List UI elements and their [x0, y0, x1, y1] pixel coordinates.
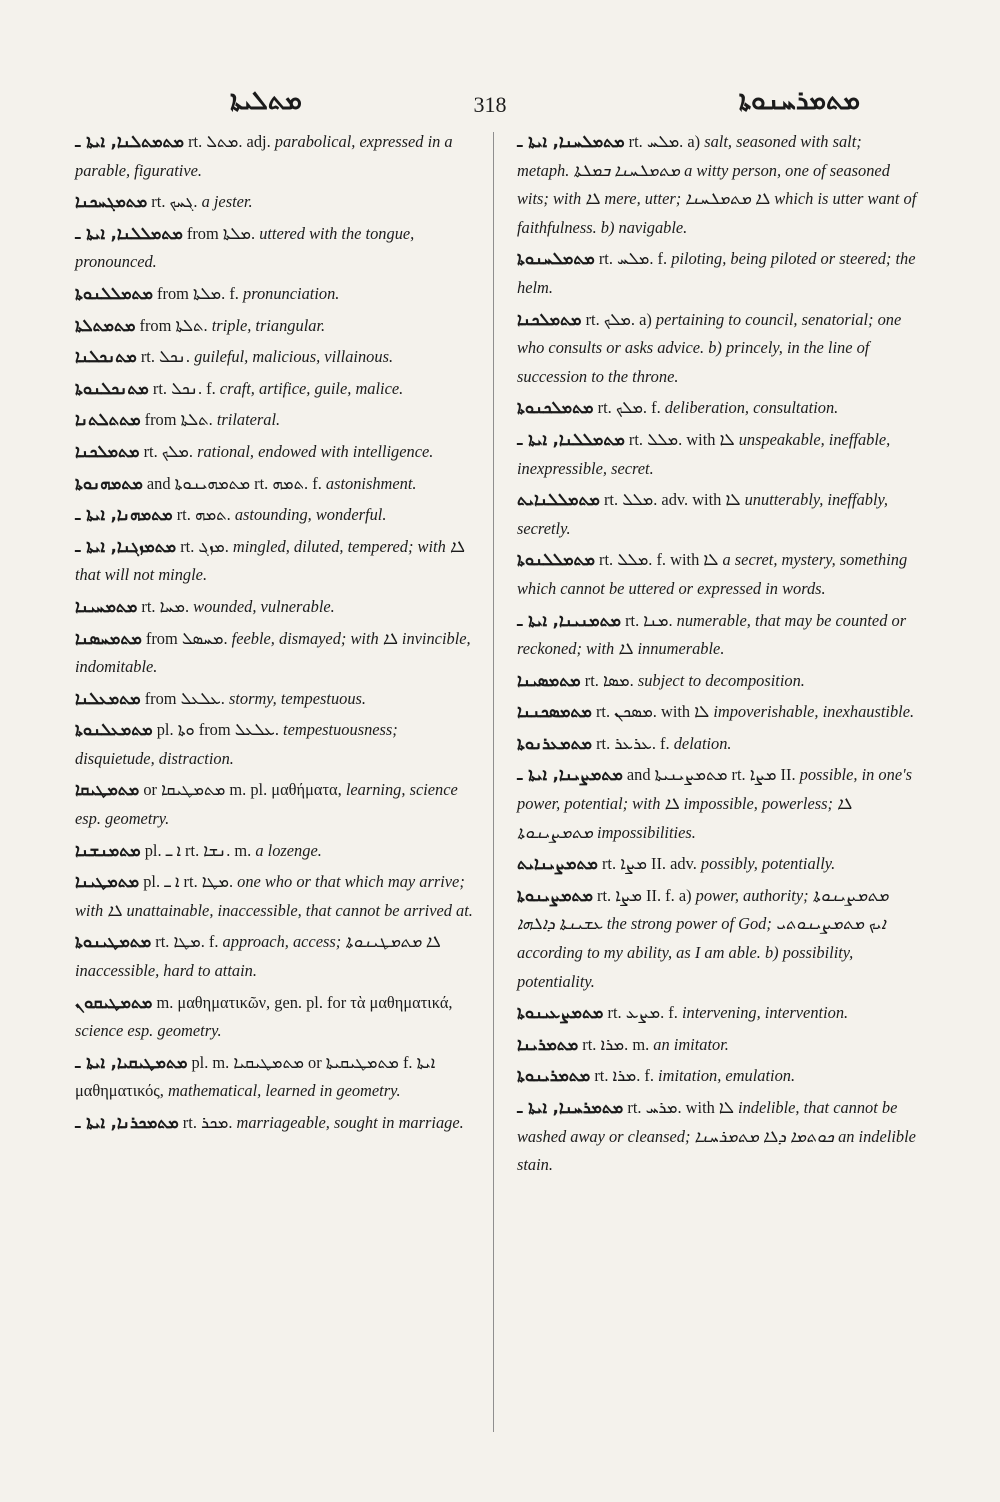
entry-grammar: from ܬܠܬܐ. [135, 315, 212, 335]
entry-grammar: from ܡܠܬܐ. [182, 223, 260, 243]
entry-grammar: from ܥܠܥܠ. [140, 688, 229, 708]
entry-headword: ܡܬܡܪܝܢܘܬܐ [517, 1066, 591, 1086]
dictionary-entry [517, 761, 917, 847]
entry-grammar: from ܡܚܣܠ. [141, 628, 232, 648]
entry-headword: ܡܬܡܠܚܢܘܬܐ [517, 249, 595, 269]
entry-headword: ܡܬܡܛܝܩܐ [75, 780, 140, 800]
entry-grammar: rt. ܡܨܥ. f. [603, 1003, 682, 1023]
entry-headword: ܡܬܡܛܝܩܘܢ [75, 992, 153, 1012]
entry-definition: subject to decomposition. [637, 670, 805, 690]
entry-grammar: rt. ܡܛܐ. f. [151, 932, 223, 952]
entry-headword: ܡܬܡܛܝܢܘܬܐ [75, 932, 152, 952]
entry-headword: ܡܬܡܛܝܢܐ [75, 872, 140, 892]
entry-definition: power, authority; ܡܬܡܨܝܢܘܬܐ ܥܫܝܢܬܐ ܕܐܠܗܐ the strong power of God; ܐܝܟ ܡܬܡܨܝܢܘܬܝ according to my ability, as I am able. b) possibility, potentiality. [517, 885, 889, 991]
entry-definition: science esp. geometry. [75, 1021, 222, 1041]
entry-definition: wounded, vulnerable. [193, 596, 335, 616]
entry-headword: ܡܬܡܥܠܢܐ [75, 688, 141, 708]
entry-definition: approach, access; ܠܐ ܡܬܡܛܝܢܘܬܐ inaccessible, hard to attain. [75, 932, 441, 981]
entry-headword: ܡܬܡܠܟܢܐ [75, 441, 140, 461]
entry-grammar: rt. ܡܠܟ. a) [581, 309, 656, 329]
dictionary-entry [75, 220, 475, 277]
entry-definition: impoverishable, inexhaustible. [713, 702, 915, 722]
entry-headword: ܡܬܡܠܠܢܘܬܐ [517, 550, 595, 570]
entry-definition: numerable, that may be counted or reckoned; with ܠܐ innumerable. [517, 610, 907, 659]
dictionary-entry [517, 128, 917, 242]
dictionary-entry [517, 667, 917, 696]
entry-headword: ܡܬܡܠܚܢܐ, ܐܝܬܐ ـ [517, 132, 625, 151]
dictionary-entry [75, 593, 475, 622]
entry-headword: ܡܬܡܠܠܢܐ, ܐܝܬܐ ـ [517, 429, 625, 449]
entry-grammar: rt. ܡܟܪ. [178, 1113, 237, 1132]
entry-headword: ܡܬܡܟܪܢܐ, ܐܝܬܐ ـ [75, 1113, 179, 1132]
entry-headword: ܡܬܢܟܠܢܘܬܐ [75, 378, 149, 398]
entry-grammar: rt. ܡܢܐ. [620, 610, 677, 630]
entry-headword: ܡܬܡܨܝܢܘܬܐ [517, 885, 593, 905]
entry-headword: ܡܬܡܬܠܢܐ, ܐܝܬܐ ـ [75, 132, 184, 151]
dictionary-entry [75, 1049, 475, 1106]
dictionary-entry [517, 306, 917, 392]
dictionary-entry [517, 1062, 917, 1091]
dictionary-entry [75, 188, 475, 217]
entry-headword: ܡܬܡܗܢܐ, ܐܝܬܐ ـ [75, 505, 173, 525]
entry-definition: marriageable, sought in marriage. [236, 1113, 464, 1132]
dictionary-entry [75, 716, 475, 773]
entry-headword: ܡܬܡܚܣܢܐ [75, 628, 142, 648]
dictionary-entry [75, 868, 475, 925]
entry-headword: ܡܬܡܬܠܬܐ [75, 315, 136, 335]
dictionary-entry [75, 280, 475, 309]
entry-definition: craft, artifice, guile, malice. [219, 378, 404, 398]
dictionary-entry [517, 882, 917, 996]
entry-headword: ܡܬܡܥܪܢܘܬܐ [517, 733, 592, 753]
dictionary-entry [517, 698, 917, 727]
entry-grammar: m. μαθηματικῶν, gen. pl. for τὰ μαθηματικά, [152, 992, 453, 1012]
entry-headword: ܡܬܡܙܓܢܐ, ܐܝܬܐ ـ [75, 536, 177, 556]
entry-grammar: rt. ܡܙܓ. [176, 536, 233, 556]
entry-grammar: rt. ܢܟܠ. f. [148, 378, 220, 398]
entry-grammar: rt. ܡܬܠ. adj. [183, 132, 275, 151]
entry-grammar: rt. ܡܠܚ. a) [624, 132, 705, 151]
page-header [200, 86, 880, 126]
entry-definition: indelible, that cannot be washed away or cleansed; ܟܘܬܡܐ ܕܠܐ ܡܬܡܪܚܢܐ an indelible stain. [517, 1098, 916, 1175]
entry-headword: ܡܬܡܓܚܟܢܐ [75, 192, 148, 212]
dictionary-entry [75, 128, 475, 185]
dictionary-entry [75, 375, 475, 404]
entry-grammar: or ܡܬܡܛܝܩܐ m. pl. μαθήματα, [139, 780, 346, 800]
entry-definition: parabolical, expressed in a parable, figurative. [75, 132, 453, 180]
dictionary-entry [517, 607, 917, 664]
entry-grammar: rt. ܢܟܠ. [136, 347, 195, 367]
entry-headword: ܡܬܡܛܝܩܝܐ, ܐܝܬܐ ـ [75, 1052, 188, 1072]
entry-headword: ܡܬܡܪܝܢܐ [517, 1034, 579, 1054]
entry-grammar: rt. ܡܪܐ. m. [578, 1034, 654, 1054]
dictionary-entry [517, 730, 917, 759]
entry-definition: learning, science esp. geometry. [75, 780, 458, 829]
dictionary-entry [75, 837, 475, 866]
dictionary-entry [75, 928, 475, 985]
dictionary-entry [75, 438, 475, 467]
entry-grammar: rt. ܡܠܟ. [139, 441, 198, 461]
entry-definition: rational, endowed with intelligence. [197, 441, 434, 461]
dictionary-entry [517, 486, 917, 543]
dictionary-entry [75, 1109, 475, 1138]
entry-headword: ܡܬܡܥܠܢܘܬܐ [75, 720, 153, 740]
entry-definition: a jester. [201, 192, 253, 212]
entry-headword: ܡܬܡܣܟܢܢܐ [517, 702, 592, 722]
entry-grammar: pl. ܘܬܐ from ܥܠܥܠ. [152, 720, 284, 740]
entry-grammar: from ܬܠܬܐ. [140, 410, 217, 430]
entry-definition: delation. [673, 733, 732, 753]
entry-definition: a secret, mystery, something which cannot be uttered or expressed in words. [517, 550, 908, 598]
dictionary-entry [75, 312, 475, 341]
entry-definition: triple, triangular. [211, 315, 326, 335]
entry-definition: possibly, potentially. [700, 854, 836, 874]
entry-headword: ܡܬܡܨܝܢܐ, ܐܝܬܐ ـ [517, 765, 623, 785]
entry-definition: astounding, wonderful. [234, 505, 387, 525]
entry-headword: ܡܬܡܠܠܢܘܬܐ [75, 283, 153, 303]
entry-definition: guileful, malicious, villainous. [194, 347, 394, 367]
entry-grammar: rt. ܡܠܠ. adv. with ܠܐ [599, 490, 745, 510]
entry-definition: unutterably, ineffably, secretly. [517, 490, 888, 538]
column-divider [493, 132, 494, 1432]
entry-headword: ܡܬܡܣܝܢܐ [517, 670, 581, 690]
entry-headword: ܡܬܡܨܥܝܢܘܬܐ [517, 1003, 604, 1023]
dictionary-entry [75, 501, 475, 530]
entry-definition: possible, in one's power, potential; with ܠܐ impossible, powerless; ܠܐ ܡܬܡܨܝܢܘܬܐ impossibilities. [517, 765, 912, 842]
entry-grammar: pl. ܐ ـ rt. ܡܛܐ. [139, 872, 238, 892]
dictionary-entry [517, 426, 917, 483]
dictionary-entry [75, 406, 475, 435]
entry-definition: intervening, intervention. [681, 1003, 849, 1023]
entry-definition: one who or that which may arrive; with ܠܐ unattainable, inaccessible, that cannot be arrived at. [75, 872, 473, 920]
dictionary-entry [75, 470, 475, 499]
entry-grammar: rt. ܡܣܐ. [580, 670, 638, 690]
entry-definition: mathematical, learned in geometry. [167, 1081, 401, 1101]
right-column [517, 128, 917, 1183]
dictionary-entry [75, 685, 475, 714]
entry-grammar: and ܡܬܡܗܝܢܘܬܐ rt. ܬܡܗ. f. [142, 473, 326, 493]
entry-headword: ܡܬܡܠܠܢܐܝܬ [517, 490, 600, 510]
entry-definition: astonishment. [325, 473, 417, 493]
dictionary-entry [75, 533, 475, 590]
dictionary-entry [517, 546, 917, 603]
dictionary-entry [75, 625, 475, 682]
entry-definition: imitation, emulation. [658, 1066, 796, 1086]
entry-grammar: rt. ܡܪܚ. with ܠܐ [623, 1098, 739, 1117]
dictionary-entry [75, 343, 475, 372]
entry-headword: ܡܬܡܢܝܢܐ, ܐܝܬܐ ـ [517, 610, 621, 630]
entry-definition: piloting, being piloted or steered; the helm. [517, 249, 916, 297]
entry-definition: salt, seasoned with salt; metaph. ܡܬܡܠܚܢܐ ܒܡܠܬܐ a witty person, one of seasoned wits; with ܠܐ mere, utter; ܠܐ ܡܬܡܠܚܢܐ which is utter want of faithfulness. b) navigable. [517, 132, 917, 237]
dictionary-entry [517, 1094, 917, 1180]
entry-definition: tempestuousness; disquietude, distraction. [75, 720, 398, 768]
entry-definition: an imitator. [653, 1034, 729, 1054]
entry-headword: ܡܬܡܨܝܢܐܝܬ [517, 854, 598, 874]
page-number: 318 [473, 92, 507, 117]
entry-definition: unspeakable, ineffable, inexpressible, secret. [517, 429, 891, 478]
dictionary-entry [75, 776, 475, 833]
dictionary-entry [75, 989, 475, 1046]
entry-grammar: rt. ܡܚܐ. [137, 596, 194, 616]
entry-grammar: rt. ܡܨܐ II. f. a) [592, 885, 696, 905]
entry-headword: ܡܬܡܚܝܢܐ [75, 596, 138, 616]
dictionary-entry [517, 1031, 917, 1060]
entry-grammar: and ܡܬܡܨܝܢܝܬܐ rt. ܡܨܐ II. [622, 765, 800, 785]
entry-headword: ܡܬܬܠܬܢܐ [75, 410, 141, 430]
entry-headword: ܡܬܡܠܟܢܐ [517, 309, 582, 329]
entry-grammar: rt. ܡܠܟ. f. [593, 398, 665, 418]
entry-grammar: rt. ܡܪܐ. f. [590, 1066, 659, 1086]
entry-grammar: rt. ܡܠܚ. f. [594, 249, 672, 269]
entry-grammar: rt. ܡܨܐ II. adv. [597, 854, 701, 874]
dictionary-entry [517, 850, 917, 879]
dictionary-entry [517, 999, 917, 1028]
entry-definition: mingled, diluted, tempered; with ܠܐ that will not mingle. [75, 536, 465, 585]
entry-definition: trilateral. [216, 410, 281, 430]
entry-definition: uttered with the tongue, pronounced. [75, 223, 415, 272]
entry-grammar: pl. ܐ ـ rt. ܢܫܐ. m. [140, 840, 256, 860]
entry-headword: ܡܬܡܠܟܢܘܬܐ [517, 398, 594, 418]
entry-grammar: rt. ܡܠܠ. with ܠܐ [624, 429, 739, 449]
left-running-headword: ܡܬܠܝܬܐ [230, 86, 302, 116]
entry-grammar: rt. ܡܣܟܢ. with ܠܐ [591, 702, 714, 722]
dictionary-entry [517, 394, 917, 423]
entry-grammar: rt. ܡܠܠ. f. with ܠܐ [594, 550, 723, 570]
entry-definition: a lozenge. [255, 840, 322, 860]
entry-grammar: rt. ܥܪܥܪ. f. [592, 733, 674, 753]
entry-headword: ܡܬܢܟܠܢܐ [75, 347, 137, 367]
entry-definition: stormy, tempestuous. [228, 688, 367, 708]
entry-grammar: rt. ܬܡܗ. [172, 505, 235, 525]
entry-definition: pertaining to council, senatorial; one who consults or asks advice. b) princely, in the line of succession to the throne. [517, 309, 902, 386]
right-running-headword: ܡܬܡܪܚܢܘܬܐ [738, 86, 860, 116]
entry-definition: deliberation, consultation. [664, 398, 839, 418]
entry-headword: ܡܬܡܠܠܢܐ, ܐܝܬܐ ـ [75, 223, 183, 243]
entry-grammar: pl. m. ܡܬܡܛܝܩܝܐ or ܡܬܡܛܝܩܝܬܐ f. ܐܝܬܐ μαθηματικός, [75, 1052, 436, 1101]
entry-headword: ܡܬܡܪܚܢܐ, ܐܝܬܐ ـ [517, 1098, 624, 1117]
entry-grammar: from ܡܠܬܐ. f. [152, 283, 243, 303]
entry-headword: ܡܬܡܢܫܢܐ [75, 840, 141, 860]
entry-definition: feeble, dismayed; with ܠܐ invincible, indomitable. [75, 628, 471, 677]
dictionary-entry [517, 245, 917, 302]
entry-grammar: rt. ܓܚܟ. [147, 192, 202, 212]
left-column [75, 128, 475, 1141]
entry-definition: pronunciation. [243, 283, 340, 303]
entry-headword: ܡܬܡܗܢܘܬܐ [75, 473, 143, 493]
